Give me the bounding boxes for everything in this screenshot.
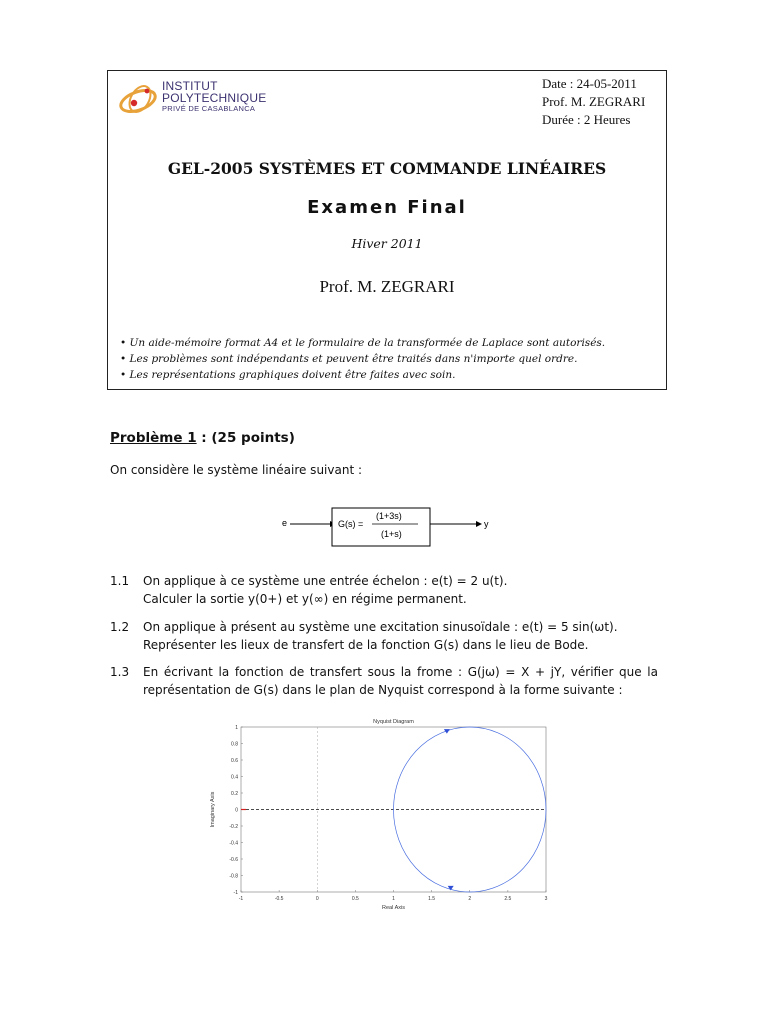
rule-item: • Les représentations graphiques doivent être faites avec soin. (120, 367, 605, 383)
gain-label: G(s) = (338, 519, 364, 529)
x-tick-label: 2.5 (504, 896, 512, 902)
question-1-2 (110, 618, 658, 654)
logo-line-casablanca: PRIVÉ DE CASABLANCA (162, 104, 256, 113)
y-tick-label: 0.2 (231, 790, 238, 797)
x-tick-label: 2 (468, 896, 472, 902)
numerator: (1+3s) (376, 511, 402, 521)
nyquist-chart (205, 713, 555, 913)
question-line: On applique à présent au système une excitation sinusoïdale : e(t) = 5 sin(ωt). (143, 620, 618, 634)
question-number: 1.1 (110, 574, 130, 588)
question-line: Calculer la sortie y(0+) et y(∞) en régime permanent. (143, 592, 467, 606)
question-number: 1.3 (110, 665, 130, 679)
problem-intro: On considère le système linéaire suivant : (110, 463, 362, 477)
logo-line-polytechnique: POLYTECHNIQUE (162, 91, 267, 105)
y-tick-label: 0.4 (231, 774, 238, 781)
x-tick-label: 1 (392, 896, 395, 902)
question-number: 1.2 (110, 620, 130, 634)
y-tick-label: -0.8 (229, 873, 238, 880)
question-line: On applique à ce système une entrée échelon : e(t) = 2 u(t). (143, 574, 508, 588)
logo-wordmark (162, 80, 266, 114)
y-tick-label: -0.4 (229, 840, 238, 847)
denominator: (1+s) (381, 529, 402, 539)
x-tick-label: 0.5 (351, 896, 359, 902)
course-title: GEL-2005 SYSTÈMES ET COMMANDE LINÉAIRES (167, 159, 607, 178)
exam-meta (542, 75, 645, 129)
y-axis-label: Imaginary Axis (210, 791, 216, 828)
y-tick-label: 1 (235, 724, 238, 731)
rule-item: • Un aide-mémoire format A4 et le formulaire de la transformée de Laplace sont autorisés. (120, 335, 605, 351)
x-tick-label: -0.5 (274, 896, 284, 902)
block-output-label: y (484, 519, 489, 529)
x-tick-label: 1.5 (428, 896, 436, 902)
problem-heading (110, 430, 295, 446)
exam-date: Date : 24-05-2011 (542, 76, 637, 91)
question-1-3 (110, 663, 658, 699)
rule-item: • Les problèmes sont indépendants et peuvent être traités dans n'importe quel ordre. (120, 351, 605, 367)
y-tick-label: 0 (235, 807, 238, 814)
chart-title: Nyquist Diagram (373, 719, 414, 725)
exam-session: Hiver 2011 (351, 236, 423, 251)
y-tick-label: 0.6 (231, 757, 238, 764)
y-tick-label: -0.2 (229, 823, 238, 830)
problem-title: Problème 1 (110, 430, 197, 446)
exam-duration: Durée : 2 Heures (542, 112, 631, 127)
exam-rules (120, 335, 605, 383)
y-tick-label: -1 (233, 889, 238, 896)
problem-points: : (25 points) (196, 430, 295, 446)
exam-prof: Prof. M. ZEGRARI (542, 94, 646, 109)
exam-title: Examen Final (307, 197, 467, 218)
y-tick-label: -0.6 (229, 856, 238, 863)
professor-name: Prof. M. ZEGRARI (319, 277, 455, 296)
question-1-1 (110, 572, 658, 608)
block-input-label: e (282, 518, 288, 528)
x-tick-label: 0 (315, 896, 319, 902)
question-line: Représenter les lieux de transfert de la fonction G(s) dans le lieu de Bode. (143, 638, 589, 652)
y-tick-label: 0.8 (231, 741, 238, 748)
block-diagram (270, 500, 510, 550)
logo-line-institut: INSTITUT (162, 79, 218, 93)
question-line: En écrivant la fonction de transfert sous la frome : G(jω) = X + jY, vérifier que la représentation de G(s) dans le plan de Nyquist correspond à la forme suivante : (143, 665, 658, 697)
x-tick-label: -1 (238, 896, 244, 902)
output-arrowhead (476, 521, 482, 527)
x-tick-label: 3 (544, 896, 548, 902)
x-axis-label: Real Axis (382, 905, 405, 911)
exam-header (107, 70, 667, 390)
